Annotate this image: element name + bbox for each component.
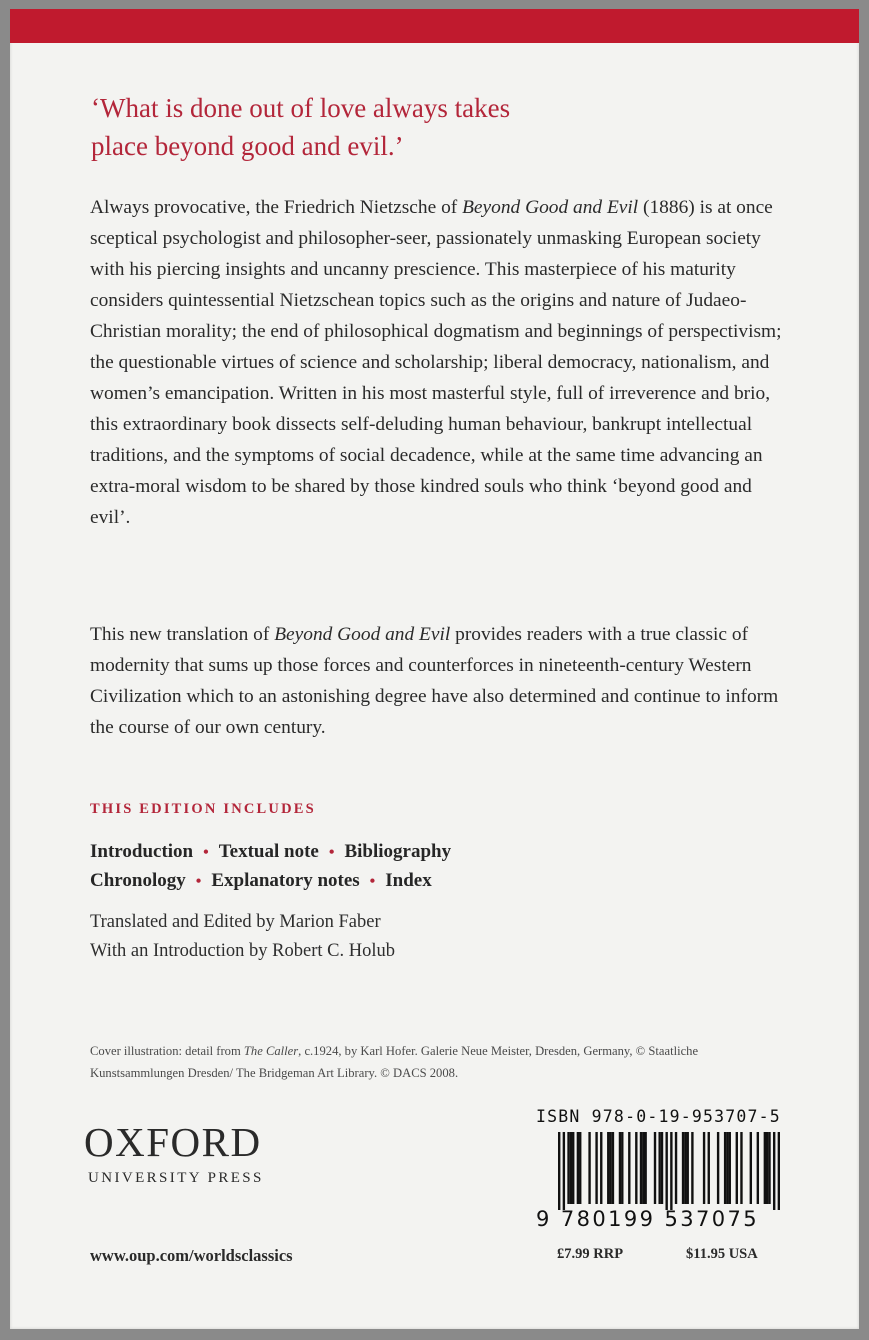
barcode-bar (665, 1132, 667, 1210)
barcode-bar (567, 1132, 569, 1204)
barcode-bar (600, 1132, 602, 1204)
barcode-bar (661, 1132, 663, 1204)
include-index: Index (385, 870, 432, 891)
barcode-bar (570, 1132, 572, 1204)
bullet-separator: • (195, 873, 202, 890)
include-textual-note: Textual note (218, 841, 319, 862)
barcode-bar (558, 1132, 560, 1210)
cover-ill-start: Cover illustration: detail from (90, 1044, 244, 1058)
barcode-bar (640, 1132, 642, 1204)
barcode-bar (724, 1132, 726, 1204)
introduction-credit: With an Introduction by Robert C. Holub (90, 941, 395, 961)
publisher-website: www.oup.com/worldsclassics (90, 1246, 293, 1265)
barcode-bar (588, 1132, 590, 1204)
barcode-bar (778, 1132, 780, 1210)
quote-line-2: place beyond good and evil.’ (91, 131, 404, 161)
barcode-bar (621, 1132, 623, 1204)
price-uk: £7.99 RRP (557, 1246, 624, 1262)
cover-illustration-credit (90, 1040, 710, 1084)
book-back-cover (10, 9, 859, 1329)
description-paragraph-2 (90, 619, 795, 743)
include-chronology: Chronology (90, 870, 186, 891)
barcode-bar (682, 1132, 684, 1204)
barcode-bar (612, 1132, 614, 1204)
barcode-bar (635, 1132, 637, 1204)
barcode-bar (563, 1132, 565, 1210)
barcode-bar (766, 1132, 768, 1204)
barcode-bar (729, 1132, 731, 1204)
p2-text-rest: provides readers with a true classic of modernity that sums up those forces and counterforces in nineteenth-century Western Civilization which to an astonishing degree have also determined and continue to inform the course of our own century. (90, 624, 779, 738)
barcode-digits: 9 780199 537075 (536, 1207, 760, 1231)
barcode-bar (607, 1132, 609, 1204)
barcode-bar (628, 1132, 630, 1204)
barcode-bar (684, 1132, 686, 1204)
barcode-bar (642, 1132, 644, 1204)
includes-row-2 (90, 870, 432, 892)
include-explanatory-notes: Explanatory notes (211, 870, 360, 891)
barcode-bar (572, 1132, 574, 1204)
p1-text-rest: (1886) is at once sceptical psychologist and philosopher-seer, passionately unmasking European society with his piercing insights and uncanny prescience. This masterpiece of his maturity considers quintessential Nietzschean topics such as the origins and nature of Judaeo-Christian morality; the end of philosophical dogmatism and beginnings of perspectivism; the questionable virtues of science and scholarship; liberal democracy, nationalism, and women’s emancipation. Written in his most masterful style, full of irreverence and brio, this extraordinary book dissects self-deluding human behaviour, bankrupt intellectual traditions, and the symptoms of social decadence, while at the same time advancing an extra-moral wisdom to be shared by those kindred souls who think ‘beyond good and evil’. (90, 197, 782, 528)
barcode-bar (670, 1132, 672, 1210)
description-paragraph-1 (90, 192, 795, 533)
publisher-logo-oxford: OXFORD (84, 1119, 262, 1165)
barcode-bar (708, 1132, 710, 1204)
barcode-bar (757, 1132, 759, 1204)
cover-ill-rest: , c.1924, by Karl Hofer. Galerie Neue Meister, Dresden, Germany, © Staatliche Kunstsammlungen Dresden/ The Bridgeman Art Library. © DACS 2008. (90, 1044, 699, 1080)
barcode-bar (750, 1132, 752, 1204)
barcode-bar (687, 1132, 689, 1204)
p2-text-start: This new translation of (90, 624, 275, 645)
barcode-bar (703, 1132, 705, 1204)
translator-credit: Translated and Edited by Marion Faber (90, 912, 381, 932)
p1-book-title: Beyond Good and Evil (462, 197, 639, 218)
include-bibliography: Bibliography (344, 841, 452, 862)
edition-includes-heading: THIS EDITION INCLUDES (90, 801, 316, 817)
cover-ill-work-title: The Caller (243, 1044, 299, 1058)
isbn-barcode (558, 1132, 780, 1210)
includes-row-1 (90, 841, 451, 863)
barcode-bar (768, 1132, 770, 1204)
barcode-bar (577, 1132, 579, 1204)
barcode-bar (726, 1132, 728, 1204)
bullet-separator: • (328, 844, 335, 861)
barcode-bar (740, 1132, 742, 1204)
barcode-bar (675, 1132, 677, 1204)
barcode-bar (691, 1132, 693, 1204)
isbn-label: ISBN 978-0-19-953707-5 (536, 1107, 781, 1126)
bullet-separator: • (369, 873, 376, 890)
barcode-bar (658, 1132, 660, 1204)
include-introduction: Introduction (90, 841, 194, 862)
barcode-bar (644, 1132, 646, 1204)
barcode-bar (609, 1132, 611, 1204)
p2-book-title: Beyond Good and Evil (274, 624, 451, 645)
red-top-band (10, 9, 859, 43)
price-us: $11.95 USA (686, 1246, 758, 1262)
barcode-bar (736, 1132, 738, 1204)
barcode-bar (717, 1132, 719, 1204)
cover-quote (91, 89, 791, 165)
barcode-bar (764, 1132, 766, 1204)
barcode-bar (619, 1132, 621, 1204)
barcode-bar (595, 1132, 597, 1204)
barcode-bar (773, 1132, 775, 1210)
barcode-bar (579, 1132, 581, 1204)
barcode-bar (654, 1132, 656, 1204)
publisher-logo-subtitle: UNIVERSITY PRESS (88, 1170, 264, 1186)
bullet-separator: • (203, 844, 209, 861)
quote-line-1: ‘What is done out of love always takes (91, 93, 511, 123)
p1-text-start: Always provocative, the Friedrich Nietzsche of (90, 197, 463, 218)
